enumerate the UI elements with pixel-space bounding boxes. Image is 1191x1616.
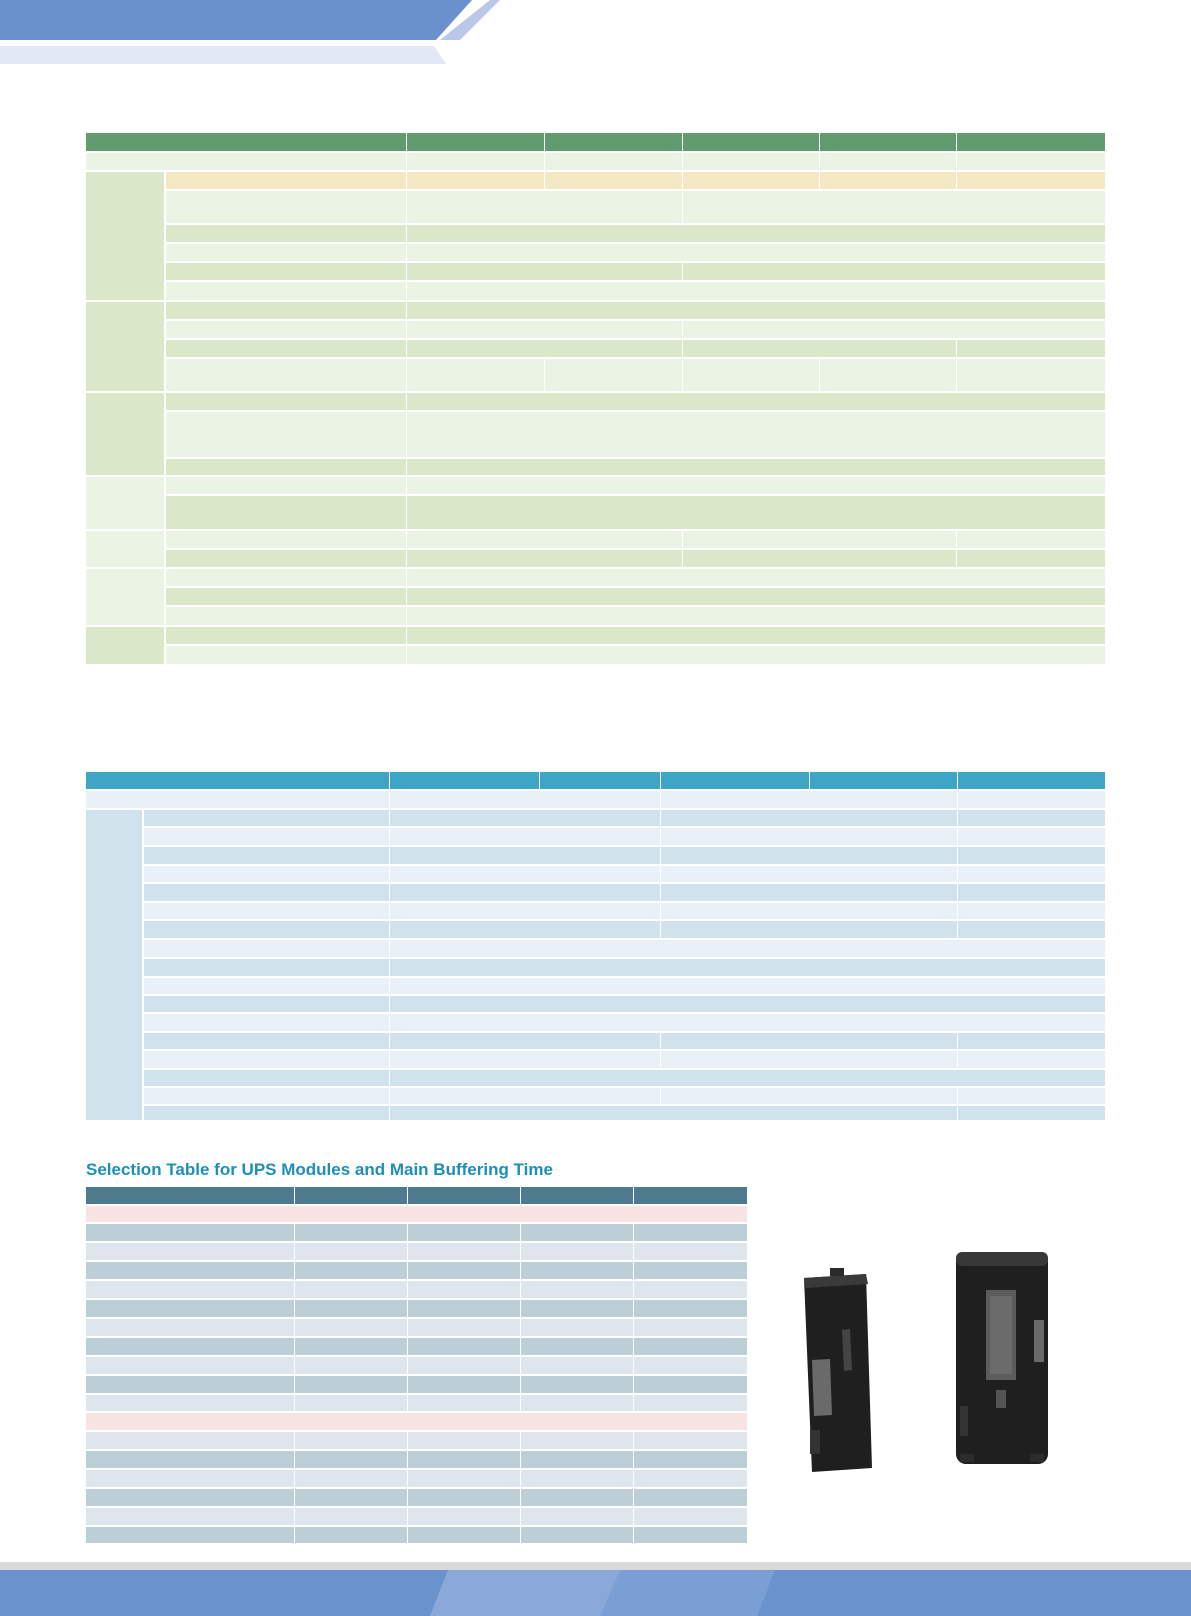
section-label bbox=[86, 302, 164, 391]
selection-table-title: Selection Table for UPS Modules and Main Buffering Time bbox=[86, 1160, 553, 1179]
section-row bbox=[86, 1206, 747, 1222]
section-label bbox=[86, 627, 164, 664]
ups-module-large bbox=[956, 1252, 1048, 1464]
section-label bbox=[86, 393, 164, 475]
section-label bbox=[86, 569, 164, 625]
ups-module-small bbox=[804, 1268, 872, 1472]
section-row bbox=[86, 1413, 747, 1430]
footer-band bbox=[0, 1562, 1191, 1616]
section-label bbox=[86, 531, 164, 567]
product-photo bbox=[790, 1240, 1070, 1480]
section-label bbox=[86, 477, 164, 529]
section-label bbox=[86, 172, 164, 300]
section-label bbox=[86, 810, 142, 1120]
header-banner bbox=[0, 0, 500, 70]
